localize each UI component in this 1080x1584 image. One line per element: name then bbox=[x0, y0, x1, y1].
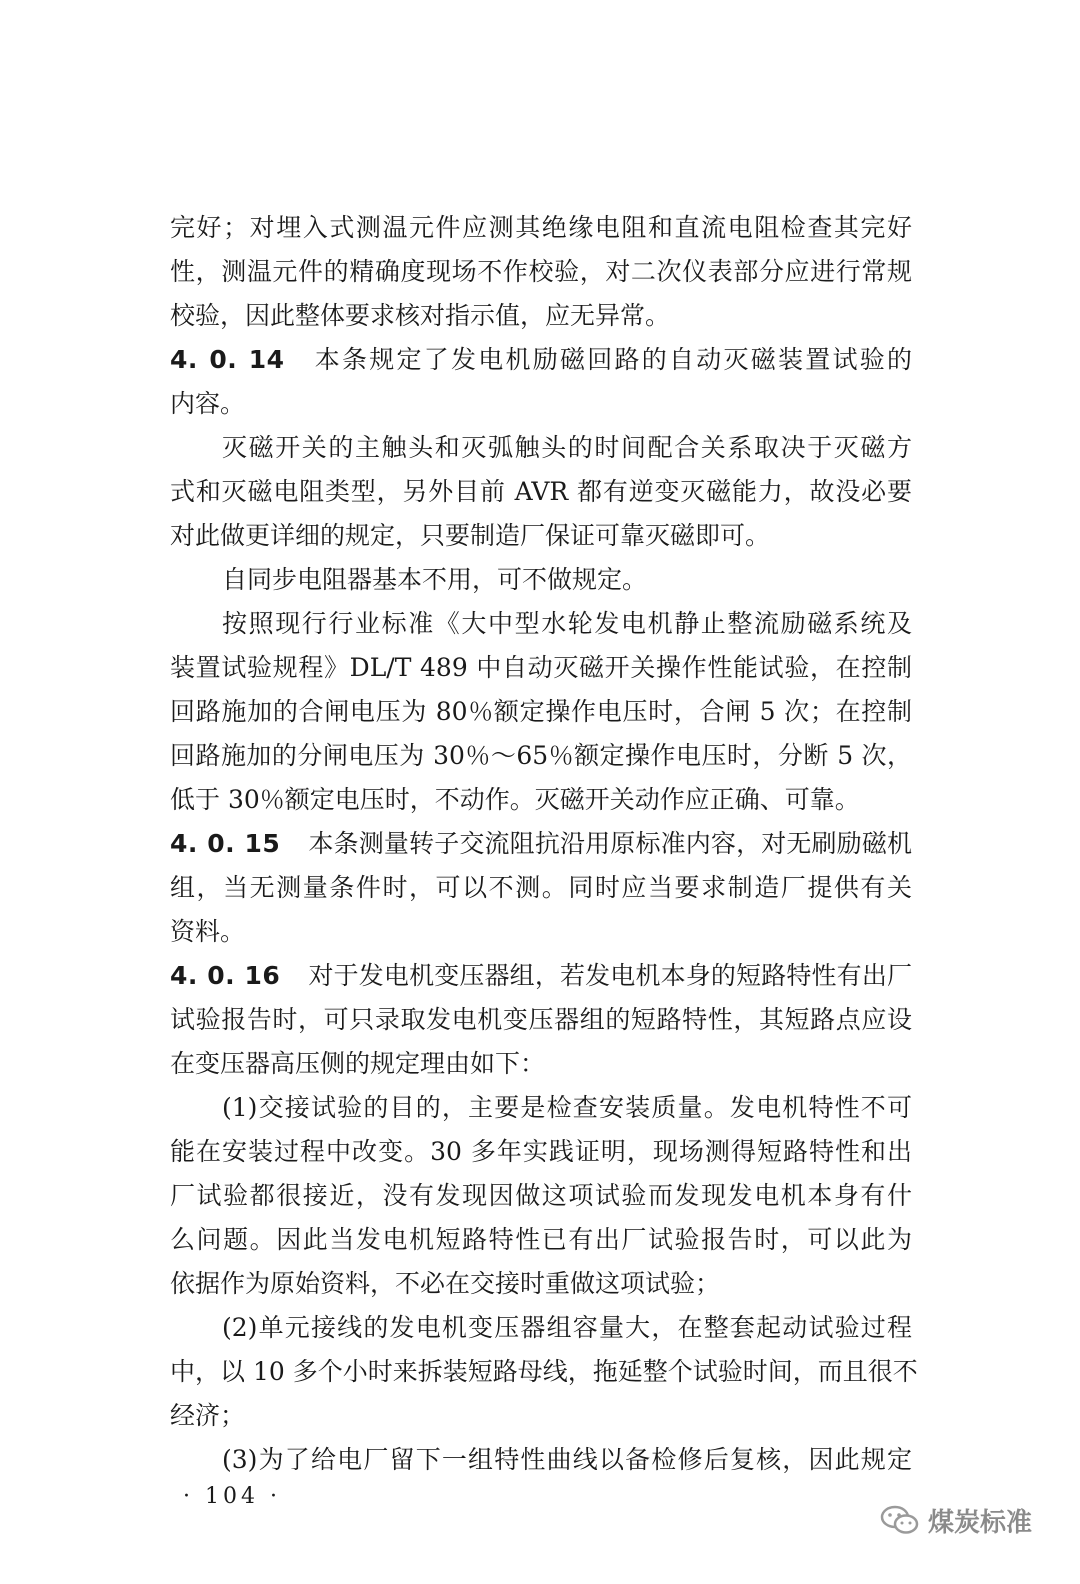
text-line: 组，当无测量条件时，可以不测。同时应当要求制造厂提供有关 bbox=[170, 873, 912, 902]
text-line: 完好；对埋入式测温元件应测其绝缘电阻和直流电阻检查其完好 bbox=[170, 213, 912, 242]
text-line: 式和灭磁电阻类型，另外目前 AVR 都有逆变灭磁能力，故没必要 bbox=[170, 477, 912, 506]
text-line: 经济； bbox=[170, 1401, 246, 1430]
text-line: 按照现行行业标准《大中型水轮发电机静止整流励磁系统及 bbox=[222, 609, 912, 638]
text-line: 内容。 bbox=[170, 389, 246, 418]
clause-number: 4. 0. 15 bbox=[170, 829, 281, 858]
text-line: 依据作为原始资料，不必在交接时重做这项试验； bbox=[170, 1269, 721, 1298]
text-line: 对此做更详细的规定，只要制造厂保证可靠灭磁即可。 bbox=[170, 521, 771, 550]
text-line: 资料。 bbox=[170, 917, 246, 946]
clause-number: 4. 0. 14 bbox=[170, 345, 285, 374]
text-line: 校验，因此整体要求核对指示值，应无异常。 bbox=[170, 301, 671, 330]
text-line: 中，以 10 多个小时来拆装短路母线，拖延整个试验时间，而且很不 bbox=[170, 1357, 918, 1386]
clause-4-0-14: 4. 0. 14 本条规定了发电机励磁回路的自动灭磁装置试验的 bbox=[170, 345, 912, 374]
text-line: 回路施加的合闸电压为 80％额定操作电压时，合闸 5 次；在控制 bbox=[170, 697, 912, 726]
text-line: 回路施加的分闸电压为 30％～65％额定操作电压时，分断 5 次， bbox=[170, 741, 912, 770]
text-line: 灭磁开关的主触头和灭弧触头的时间配合关系取决于灭磁方 bbox=[222, 433, 912, 462]
text-line: (2)单元接线的发电机变压器组容量大，在整套起动试验过程 bbox=[222, 1313, 912, 1342]
watermark bbox=[880, 1500, 1032, 1540]
text-line: 自同步电阻器基本不用，可不做规定。 bbox=[222, 565, 648, 594]
clause-4-0-15: 4. 0. 15 本条测量转子交流阻抗沿用原标准内容，对无刷励磁机 bbox=[170, 829, 912, 858]
text-line: 装置试验规程》DL/T 489 中自动灭磁开关操作性能试验，在控制 bbox=[170, 653, 912, 682]
text-line: 能在安装过程中改变。30 多年实践证明，现场测得短路特性和出 bbox=[170, 1137, 912, 1166]
wechat-icon bbox=[880, 1504, 920, 1536]
text-line: (3)为了给电厂留下一组特性曲线以备检修后复核，因此规定 bbox=[222, 1445, 912, 1474]
text-line: 性，测温元件的精确度现场不作校验，对二次仪表部分应进行常规 bbox=[170, 257, 912, 286]
text-line: 试验报告时，可只录取发电机变压器组的短路特性，其短路点应设 bbox=[170, 1005, 912, 1034]
clause-4-0-16: 4. 0. 16 对于发电机变压器组，若发电机本身的短路特性有出厂 bbox=[170, 961, 912, 990]
clause-number: 4. 0. 16 bbox=[170, 961, 281, 990]
text-line: 么问题。因此当发电机短路特性已有出厂试验报告时，可以此为 bbox=[170, 1225, 912, 1254]
text-line: 厂试验都很接近，没有发现因做这项试验而发现发电机本身有什 bbox=[170, 1181, 912, 1210]
watermark-text: 煤炭标准 bbox=[928, 1507, 1033, 1538]
text-line: 低于 30％额定电压时，不动作。灭磁开关动作应正确、可靠。 bbox=[170, 785, 860, 814]
text-line: 在变压器高压侧的规定理由如下： bbox=[170, 1049, 546, 1078]
page-number: · 104 · bbox=[183, 1484, 281, 1509]
text-line: (1)交接试验的目的，主要是检查安装质量。发电机特性不可 bbox=[222, 1093, 912, 1122]
